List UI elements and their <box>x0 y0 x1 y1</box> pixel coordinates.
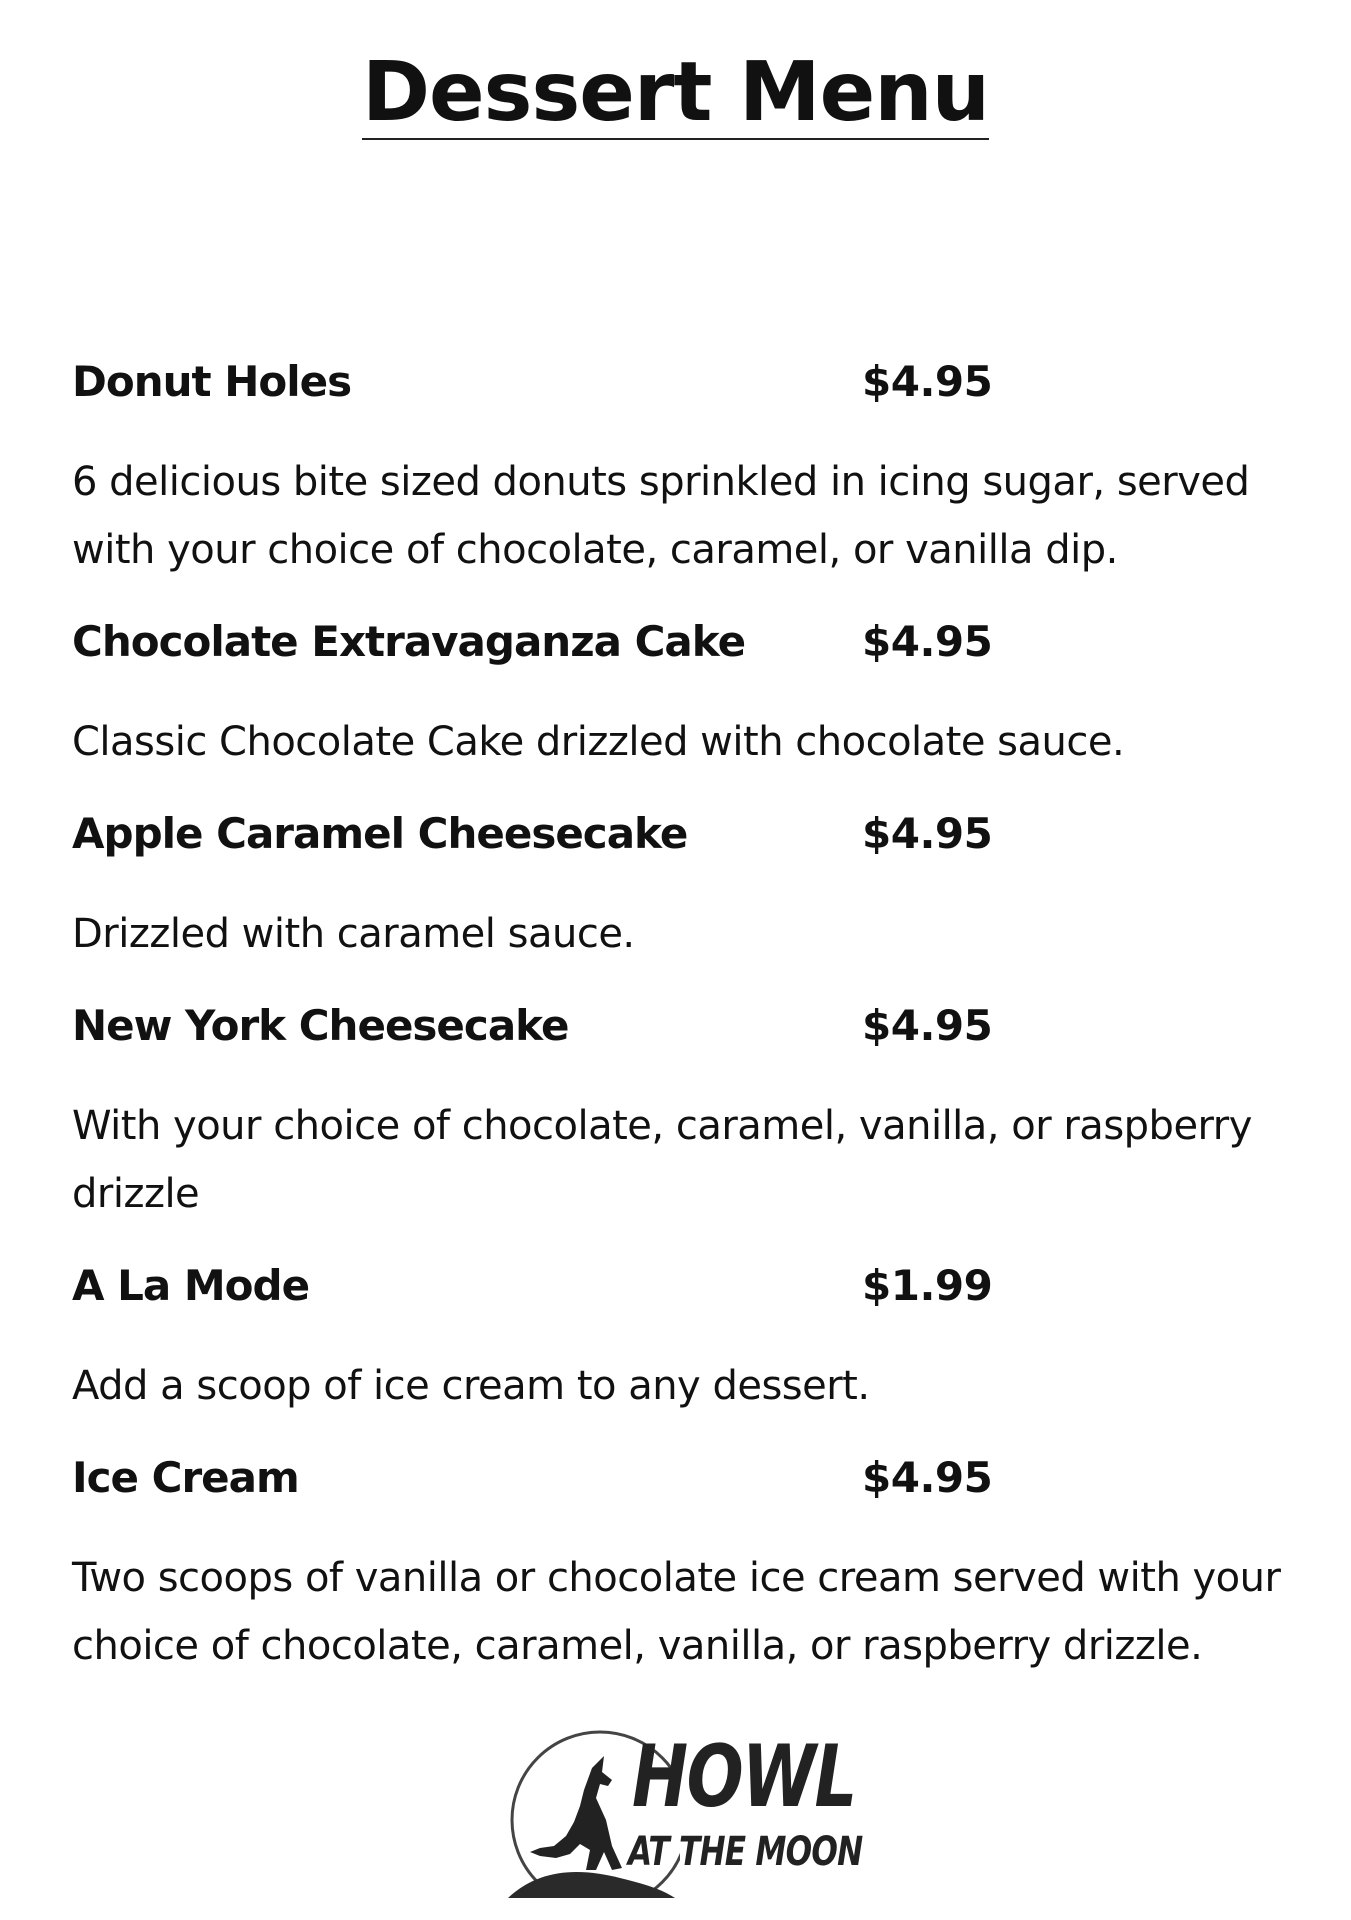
page-title-text: Dessert Menu <box>361 45 990 140</box>
menu-item-header <box>72 1450 1312 1506</box>
menu-item-price: $1.99 <box>862 1261 993 1310</box>
menu-item-header <box>72 354 1312 410</box>
logo-wordmark-howl: HOWL <box>632 1727 856 1827</box>
menu-item-description: Drizzled with caramel sauce. <box>72 911 635 957</box>
menu-item-description: With your choice of chocolate, caramel, vanilla, or raspberry drizzle <box>72 1103 1252 1217</box>
logo-wordmark-subtitle: AT THE MOON <box>628 1829 863 1875</box>
howl-at-the-moon-logo <box>500 1727 863 1898</box>
menu-item-header <box>72 614 1312 670</box>
menu-item-description: Two scoops of vanilla or chocolate ice cream served with your choice of chocolate, caramel, vanilla, or raspberry drizzle. <box>72 1555 1281 1669</box>
menu-item-ice-cream <box>72 1450 1312 1680</box>
menu-item-description: 6 delicious bite sized donuts sprinkled in icing sugar, served with your choice of chocolate, caramel, or vanilla dip. <box>72 459 1250 573</box>
menu-item-name: Ice Cream <box>72 1453 299 1502</box>
dessert-list <box>72 354 1312 1710</box>
menu-item-new-york-cheesecake <box>72 998 1312 1228</box>
menu-item-header <box>72 1258 1312 1314</box>
menu-item-header <box>72 806 1312 862</box>
menu-item-description: Add a scoop of ice cream to any dessert. <box>72 1363 870 1409</box>
menu-item-a-la-mode <box>72 1258 1312 1420</box>
menu-item-donut-holes <box>72 354 1312 584</box>
menu-item-header <box>72 998 1312 1054</box>
menu-item-chocolate-cake <box>72 614 1312 776</box>
menu-item-name: Chocolate Extravaganza Cake <box>72 617 746 666</box>
menu-item-price: $4.95 <box>862 357 993 406</box>
menu-item-name: New York Cheesecake <box>72 1001 569 1050</box>
menu-item-apple-caramel-cheesecake <box>72 806 1312 968</box>
menu-item-price: $4.95 <box>862 809 993 858</box>
menu-item-description: Classic Chocolate Cake drizzled with chocolate sauce. <box>72 719 1125 765</box>
menu-item-name: Apple Caramel Cheesecake <box>72 809 688 858</box>
menu-item-name: Donut Holes <box>72 357 352 406</box>
menu-item-name: A La Mode <box>72 1261 310 1310</box>
menu-item-price: $4.95 <box>862 1453 993 1502</box>
page-title <box>0 45 1351 140</box>
menu-item-price: $4.95 <box>862 617 993 666</box>
menu-item-price: $4.95 <box>862 1001 993 1050</box>
